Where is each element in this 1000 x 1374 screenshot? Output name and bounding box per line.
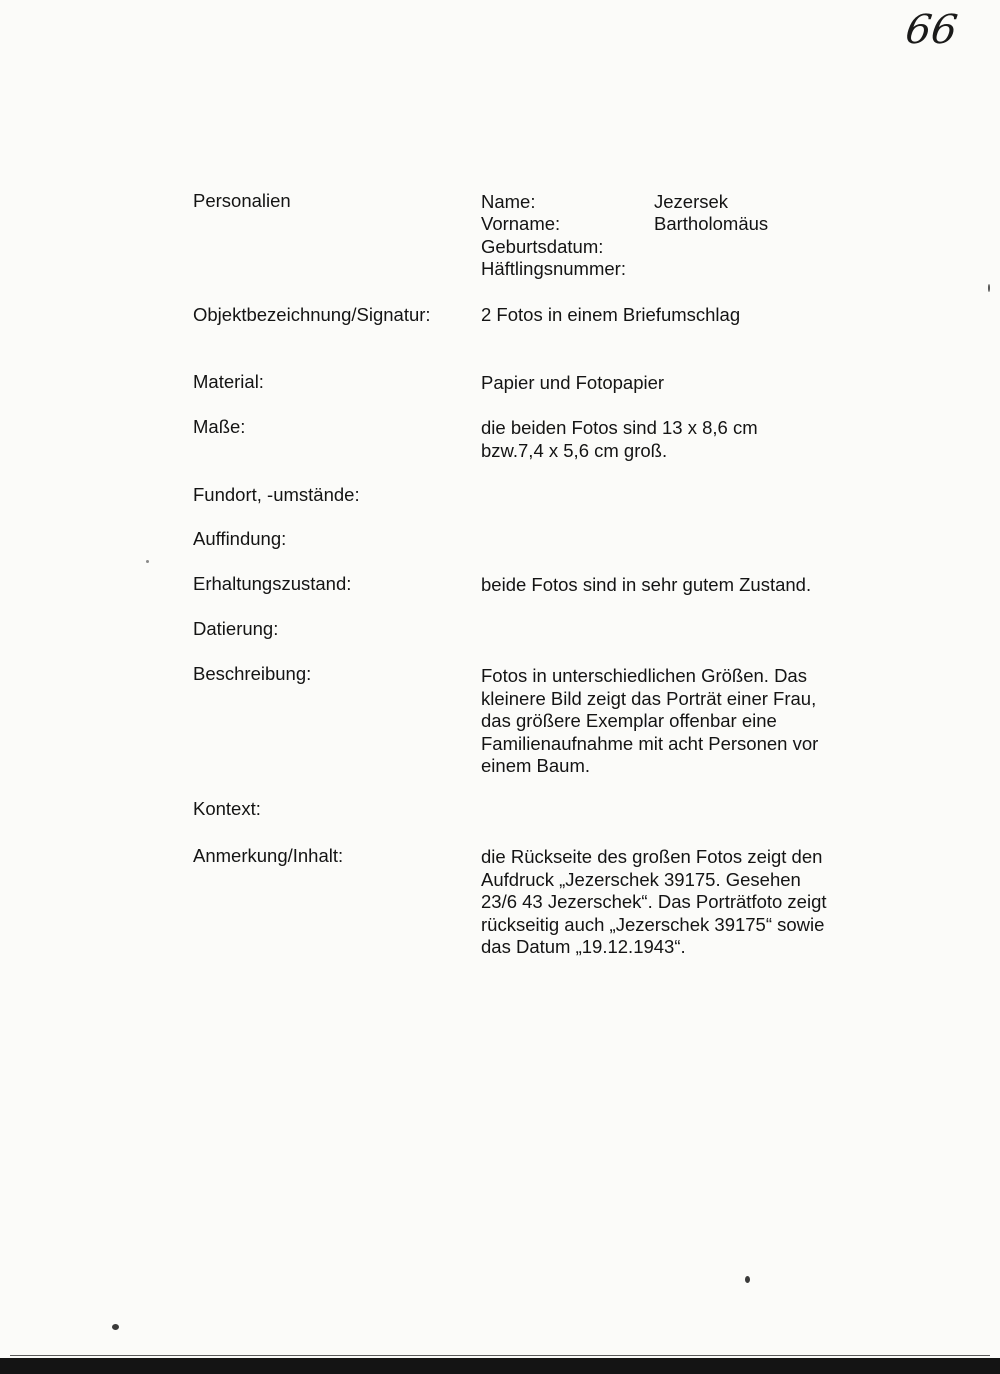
label-fundort: Fundort, -umstände: [193, 484, 360, 505]
beschreibung-line: kleinere Bild zeigt das Porträt einer Frau, [481, 687, 817, 709]
label-datierung: Datierung: [193, 618, 279, 639]
value-anmerkung [481, 846, 827, 959]
label-material: Material: [193, 371, 264, 392]
value-beschreibung [481, 665, 818, 778]
scan-speck [745, 1276, 750, 1283]
label-geburtsdatum: Geburtsdatum: [481, 236, 604, 257]
value-material: Papier und Fotopapier [481, 372, 665, 393]
anmerkung-line: die Rückseite des großen Fotos zeigt den [481, 846, 823, 867]
scan-bottom-edge [0, 1358, 1000, 1374]
label-name: Name: [481, 191, 536, 212]
scan-speck [146, 560, 149, 563]
label-anmerkung: Anmerkung/Inhalt: [193, 845, 344, 866]
label-kontext: Kontext: [193, 798, 261, 819]
label-haeftlingsnummer: Häftlingsnummer: [481, 258, 626, 279]
value-vorname: Bartholomäus [654, 213, 769, 234]
value-masse [481, 417, 758, 462]
label-auffindung: Auffindung: [193, 528, 287, 549]
beschreibung-line: einem Baum. [481, 755, 590, 776]
masse-line: bzw.7,4 x 5,6 cm groß. [481, 439, 668, 461]
scan-edge-line [10, 1355, 990, 1356]
label-beschreibung: Beschreibung: [193, 663, 312, 684]
label-erhaltungszustand: Erhaltungszustand: [193, 573, 352, 594]
masse-line: die beiden Fotos sind 13 x 8,6 cm [481, 417, 758, 438]
anmerkung-line: 23/6 43 Jezerschek“. Das Porträtfoto zeigt [481, 891, 827, 912]
value-erhaltungszustand: beide Fotos sind in sehr gutem Zustand. [481, 574, 812, 595]
handwritten-page-number: 66 [902, 7, 961, 53]
label-personalien: Personalien [193, 190, 291, 211]
anmerkung-line: Aufdruck „Jezerschek 39175. Gesehen [481, 868, 801, 890]
label-vorname: Vorname: [481, 213, 561, 234]
value-objektbezeichnung: 2 Fotos in einem Briefumschlag [481, 304, 741, 325]
beschreibung-line: das größere Exemplar offenbar eine [481, 710, 777, 731]
anmerkung-line: das Datum „19.12.1943“. [481, 936, 686, 957]
value-name: Jezersek [654, 191, 729, 212]
label-objektbezeichnung: Objektbezeichnung/Signatur: [193, 304, 431, 325]
label-masse: Maße: [193, 416, 246, 437]
beschreibung-line: Familienaufnahme mit acht Personen vor [481, 732, 819, 754]
scan-speck [112, 1324, 119, 1330]
beschreibung-line: Fotos in unterschiedlichen Größen. Das [481, 665, 807, 686]
anmerkung-line: rückseitig auch „Jezerschek 39175“ sowie [481, 913, 825, 935]
scan-speck [988, 284, 990, 292]
